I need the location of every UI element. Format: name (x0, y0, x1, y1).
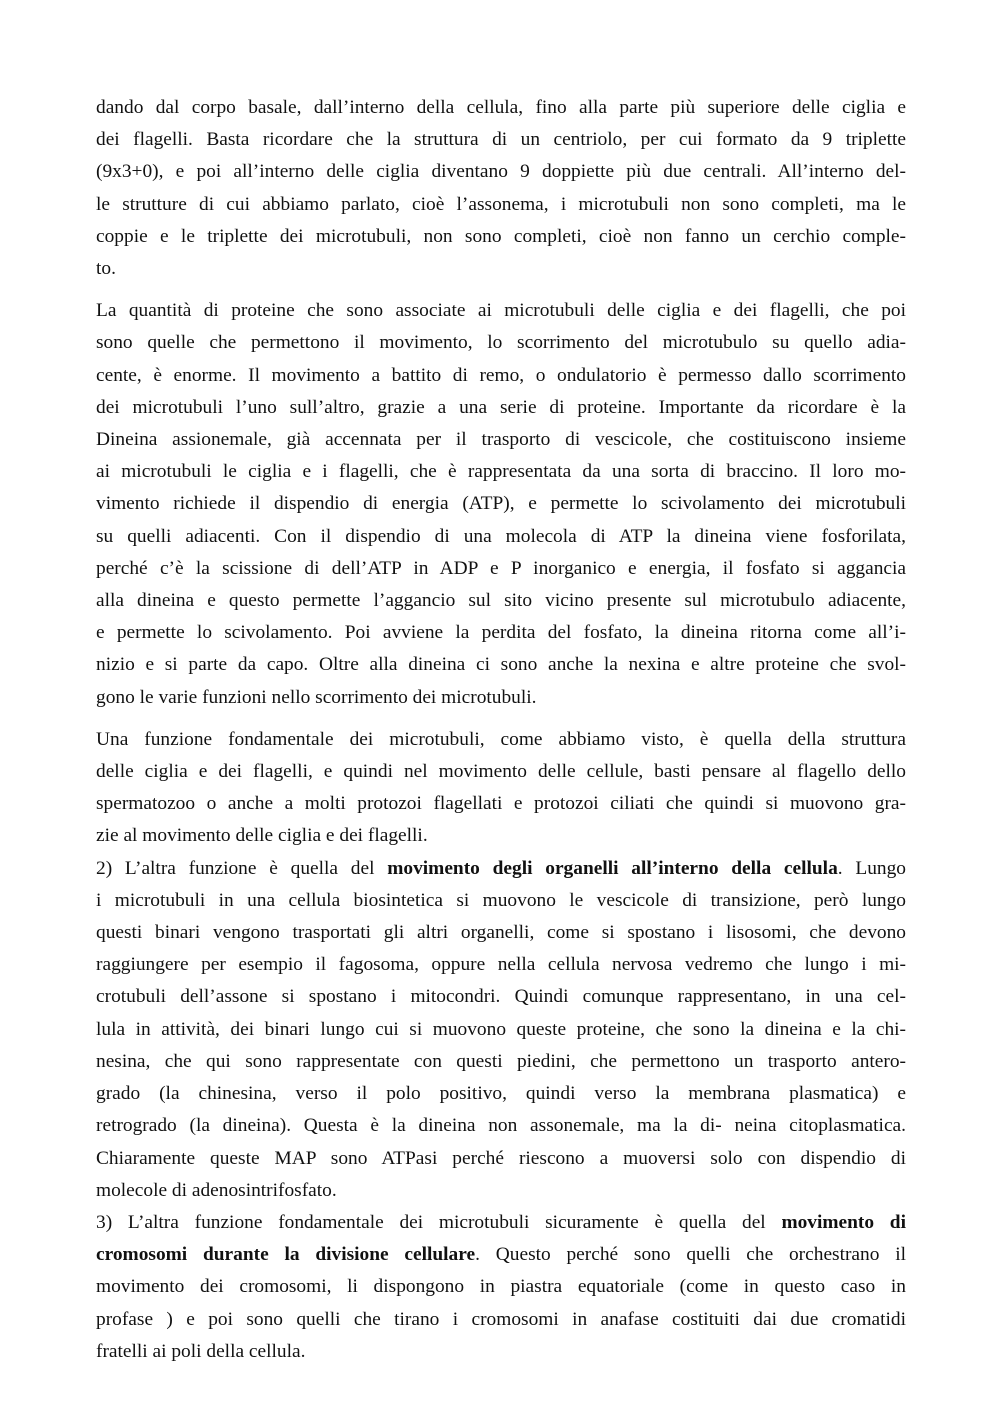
text-line: le strutture di cui abbiamo parlato, cioè l’assonema, i microtubuli non sono completi, ma le (96, 193, 906, 215)
text-line (96, 1239, 906, 1271)
paragraph-chromosome-movement (96, 1207, 906, 1368)
text-line: profase ) e poi sono quelli che tirano i cromosomi in anafase costituiti dai due cromatidi (96, 1308, 906, 1330)
paragraph-dynein-movement (96, 295, 906, 714)
text-line: ai microtubuli le ciglia e i flagelli, che è rappresentata da una sorta di braccino. Il loro mo- (96, 461, 906, 483)
text-run: . Questo perché sono quelli che orchestrano il (475, 1244, 906, 1266)
text-line: nesina, che qui sono rappresentate con questi piedini, che permettono un trasporto antero- (96, 1050, 906, 1072)
paragraph-organelle-movement (96, 853, 906, 1207)
text-line: raggiungere per esempio il fagosoma, oppure nella cellula nervosa vedremo che lungo i mi- (96, 954, 906, 976)
bold-term: movimento degli organelli all’interno della cellula (387, 857, 838, 879)
text-line: molecole di adenosintrifosfato. (96, 1179, 337, 1201)
text-line: dando dal corpo basale, dall’interno della cellula, fino alla parte più superiore delle ciglia e (96, 97, 906, 118)
text-line: zie al movimento delle ciglia e dei flagelli. (96, 825, 428, 847)
paragraph-axoneme-structure (96, 92, 906, 285)
text-line: perché c’è la scissione di dell’ATP in ADP e P inorganico e energia, il fosfato si aggancia (96, 557, 906, 579)
text-run: 3) L’altra funzione fondamentale dei microtubuli sicuramente è quella del (96, 1211, 782, 1233)
text-line: La quantità di proteine che sono associate ai microtubuli delle ciglia e dei flagelli, che poi (96, 300, 906, 322)
text-line (96, 1207, 906, 1239)
text-line (96, 853, 906, 885)
text-line: lula in attività, dei binari lungo cui si muovono queste proteine, che sono la dineina e la chi- (96, 1018, 906, 1040)
document-page (96, 92, 906, 1368)
text-line: movimento dei cromosomi, li dispongono in piastra equatoriale (come in questo caso in (96, 1276, 906, 1298)
text-line: dei flagelli. Basta ricordare che la struttura di un centriolo, per cui formato da 9 triplette (96, 129, 906, 151)
text-line: crotubuli dell’assone si spostano i mitocondri. Quindi comunque rappresentano, in una cel- (96, 986, 906, 1008)
text-line: retrogrado (la dineina). Questa è la dineina non assonemale, ma la di- neina citoplasmatica. (96, 1115, 906, 1137)
text-line: grado (la chinesina, verso il polo positivo, quindi verso la membrana plasmatica) e (96, 1083, 906, 1105)
bold-term: movimento di (781, 1211, 906, 1233)
text-line: fratelli ai poli della cellula. (96, 1340, 306, 1362)
bold-term: cromosomi durante la divisione cellulare (96, 1244, 476, 1266)
text-line: vimento richiede il dispendio di energia (ATP), e permette lo scivolamento dei microtubuli (96, 493, 906, 515)
text-line: su quelli adiacenti. Con il dispendio di una molecola di ATP la dineina viene fosforilata, (96, 525, 906, 547)
text-line: Dineina assionemale, già accennata per il trasporto di vescicole, che costituiscono insieme (96, 429, 906, 451)
text-line: questi binari vengono trasportati gli altri organelli, come si spostano i lisosomi, che devono (96, 922, 906, 944)
text-run: . Lungo (837, 857, 907, 879)
text-line: dei microtubuli l’uno sull’altro, grazie a una serie di proteine. Importante da ricordare è la (96, 396, 906, 418)
text-line: to. (96, 258, 116, 280)
text-line: Chiaramente queste MAP sono ATPasi perché riescono a muoversi solo con dispendio di (96, 1147, 906, 1169)
text-line: Una funzione fondamentale dei microtubuli, come abbiamo visto, è quella della struttura (96, 728, 906, 750)
text-line: (9x3+0), e poi all’interno delle ciglia diventano 9 doppiette più due centrali. All’interno del- (96, 161, 906, 183)
text-line: delle ciglia e dei flagelli, e quindi nel movimento delle cellule, basti pensare al flagello dello (96, 761, 906, 783)
text-line: i microtubuli in una cellula biosintetica si muovono le vescicole di transizione, però lungo (96, 889, 906, 911)
text-line: gono le varie funzioni nello scorrimento dei microtubuli. (96, 686, 537, 708)
text-line: spermatozoo o anche a molti protozoi flagellati e protozoi ciliati che quindi si muovono gra- (96, 793, 906, 815)
text-line: cente, è enorme. Il movimento a battito di remo, o ondulatorio è permesso dallo scorrimento (96, 364, 906, 386)
paragraph-cilia-function (96, 724, 906, 853)
text-line: alla dineina e questo permette l’aggancio sul sito vicino presente sul microtubulo adiacente, (96, 590, 906, 612)
text-run: 2) L’altra funzione è quella del (96, 857, 388, 879)
text-line: e permette lo scivolamento. Poi avviene la perdita del fosfato, la dineina ritorna come all’i- (96, 622, 906, 644)
text-line: nizio e si parte da capo. Oltre alla dineina ci sono anche la nexina e altre proteine che svol- (96, 654, 906, 676)
text-line: sono quelle che permettono il movimento, lo scorrimento del microtubulo su quello adia- (96, 332, 906, 354)
text-line: coppie e le triplette dei microtubuli, non sono completi, cioè non fanno un cerchio comple- (96, 225, 906, 247)
